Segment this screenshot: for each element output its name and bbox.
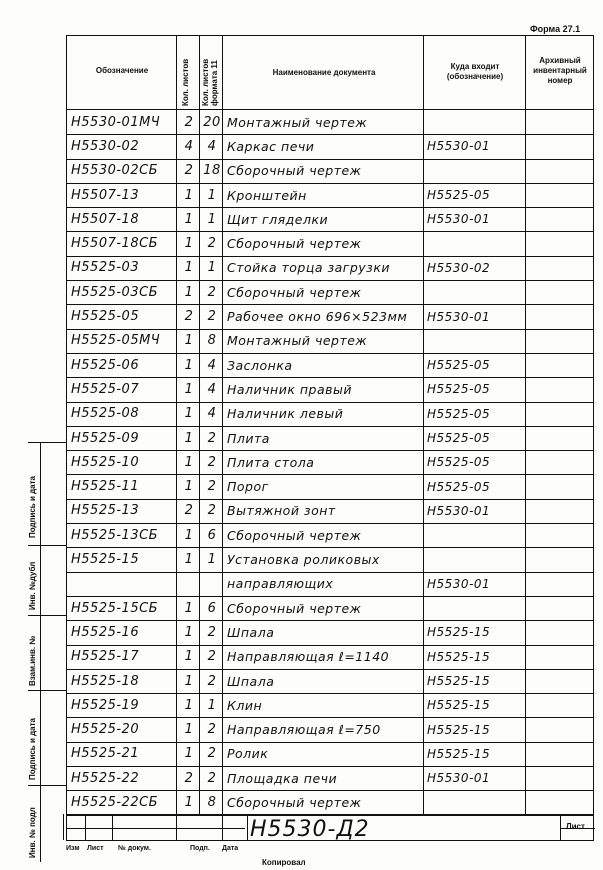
row-designation: Н5525-11 (71, 479, 140, 495)
row-doc-name: Наличник левый (227, 406, 344, 422)
row-designation: Н5525-22 (71, 770, 140, 786)
table-row (67, 110, 593, 134)
table-row (67, 572, 593, 596)
row-doc-name: Плита (227, 430, 270, 446)
row-sheets-a11: 2 (207, 430, 217, 446)
row-sheets-count: 1 (184, 624, 194, 640)
row-sheets-a11: 2 (207, 673, 217, 689)
row-designation: Н5525-09 (71, 430, 140, 446)
row-doc-name: Сборочный чертеж (227, 284, 362, 300)
row-designation: Н5525-16 (71, 624, 140, 640)
row-sheets-a11: 2 (207, 454, 217, 470)
row-doc-name: Сборочный чертеж (227, 600, 362, 616)
row-sheets-count: 1 (184, 746, 194, 762)
row-where-used (427, 790, 525, 814)
table-row (67, 790, 593, 814)
row-designation: Н5525-05 (71, 309, 140, 325)
row-sheets-a11: 2 (207, 309, 217, 325)
row-where-used: Н5525-15 (427, 649, 491, 664)
row-doc-name: Шпала (227, 624, 275, 640)
row-sheets-count: 2 (184, 770, 194, 786)
row-designation: Н5507-18СБ (71, 236, 159, 252)
table-row (67, 207, 593, 231)
row-where-used: Н5525-05 (427, 431, 491, 446)
table-row (67, 377, 593, 401)
row-where-used: Н5530-01 (427, 212, 491, 227)
stamp-divider (85, 814, 86, 840)
stamp-designation: Н5530-Д2 (250, 817, 370, 842)
row-doc-name: Порог (227, 479, 269, 495)
row-where-used (427, 232, 525, 256)
row-doc-name: Сборочный чертеж (227, 236, 362, 252)
form-label: Форма 27.1 (530, 24, 581, 34)
side-sign-date-2: Подпись и дата (28, 718, 37, 780)
row-designation: Н5525-13СБ (71, 527, 159, 543)
row-where-used: Н5530-01 (427, 139, 491, 154)
row-sheets-a11: 6 (207, 527, 217, 543)
row-where-used (427, 523, 525, 547)
row-where-used (427, 547, 525, 571)
row-doc-name: Каркас печи (227, 138, 315, 154)
row-designation (71, 572, 177, 596)
row-designation: Н5525-06 (71, 357, 140, 373)
row-sheets-a11: 6 (207, 600, 217, 616)
row-sheets-count: 1 (184, 527, 194, 543)
stamp-divider (63, 814, 64, 840)
row-sheets-a11: 4 (207, 381, 217, 397)
row-sheets-a11: 2 (207, 722, 217, 738)
row-sheets-a11: 1 (207, 552, 217, 568)
row-where-used: Н5525-05 (427, 479, 491, 494)
row-designation: Н5530-01МЧ (71, 114, 161, 130)
copied-label: Копировал (262, 858, 306, 867)
table-row (67, 669, 593, 693)
row-sheets-count: 1 (184, 236, 194, 252)
row-sheets-a11: 2 (207, 770, 217, 786)
row-sheets-a11: 2 (207, 479, 217, 495)
row-sheets-a11: 4 (207, 357, 217, 373)
table-row (67, 596, 593, 620)
row-designation: Н5525-08 (71, 406, 140, 422)
side-vzam-inv: Взам.инв. № (28, 635, 37, 686)
row-doc-name: Площадка печи (227, 770, 338, 786)
table-row (67, 256, 593, 280)
table-row (67, 159, 593, 183)
stamp-list-label: Лист (87, 845, 104, 852)
row-doc-name: Кронштейн (227, 187, 307, 203)
header-archive-number: Архивный инвентарный номер (533, 56, 587, 85)
side-divider (28, 690, 66, 691)
row-sheets-count: 1 (184, 430, 194, 446)
row-doc-name: Монтажный чертеж (227, 333, 368, 349)
row-sheets-a11: 2 (207, 236, 217, 252)
row-sheets-a11: 4 (207, 406, 217, 422)
row-where-used (427, 596, 525, 620)
table-row (67, 134, 593, 158)
table-row (67, 475, 593, 499)
row-sheets-count: 1 (184, 187, 194, 203)
row-designation: Н5525-20 (71, 722, 140, 738)
row-doc-name: Вытяжной зонт (227, 503, 336, 519)
row-sheets-count: 2 (184, 309, 194, 325)
side-sign-date-1: Подпись и дата (28, 476, 37, 538)
stamp-sign-label: Подп. (190, 845, 210, 852)
stamp-date-label: Дата (222, 845, 239, 852)
row-designation: Н5530-02СБ (71, 163, 159, 179)
stamp-divider (112, 814, 113, 840)
stamp-divider (247, 814, 248, 840)
header-doc-name: Наименование документа (272, 68, 376, 77)
row-where-used: Н5525-15 (427, 698, 491, 713)
row-sheets-count: 1 (184, 795, 194, 811)
stamp-top-line (67, 814, 593, 815)
row-sheets-count: 1 (184, 284, 194, 300)
row-doc-name: Сборочный чертеж (227, 163, 362, 179)
row-sheets-count: 1 (184, 333, 194, 349)
row-designation: Н5525-17 (71, 649, 140, 665)
row-where-used (427, 110, 525, 134)
row-where-used (427, 329, 525, 353)
side-inv-dubl: Инв. №дубл (28, 561, 37, 610)
row-where-used: Н5530-01 (427, 503, 491, 518)
row-sheets-a11: 2 (207, 649, 217, 665)
row-designation: Н5507-18 (71, 211, 140, 227)
row-designation: Н5507-13 (71, 187, 140, 203)
stamp-izm-label: Изм (66, 845, 80, 852)
row-sheets-count: 1 (184, 552, 194, 568)
row-where-used: Н5525-15 (427, 722, 491, 737)
document-register-table (66, 35, 594, 841)
row-doc-name: Направляющая ℓ=1140 (227, 649, 390, 665)
row-where-used: Н5525-05 (427, 455, 491, 470)
table-row (67, 450, 593, 474)
table-row (67, 499, 593, 523)
row-where-used: Н5525-05 (427, 382, 491, 397)
row-designation: Н5525-21 (71, 746, 140, 762)
table-row (67, 304, 593, 328)
stamp-divider (222, 814, 223, 840)
row-designation: Н5525-03 (71, 260, 140, 276)
header-where-used: Куда входит (обозначение) (446, 62, 504, 81)
table-row (67, 353, 593, 377)
row-doc-name: Стойка торца загрузки (227, 260, 390, 276)
row-where-used: Н5530-02 (427, 260, 491, 275)
row-sheets-a11: 1 (207, 697, 217, 713)
table-row (67, 766, 593, 790)
table-row (67, 426, 593, 450)
row-sheets-count: 4 (184, 138, 194, 154)
row-sheets-count: 1 (184, 649, 194, 665)
row-where-used: Н5525-15 (427, 746, 491, 761)
row-sheets-count: 1 (184, 381, 194, 397)
row-where-used: Н5530-01 (427, 309, 491, 324)
table-row (67, 718, 593, 742)
row-sheets-a11: 18 (203, 163, 221, 179)
row-sheets-a11: 2 (207, 746, 217, 762)
table-row (67, 645, 593, 669)
side-divider (28, 615, 66, 616)
row-sheets-count: 2 (184, 163, 194, 179)
row-sheets-count: 2 (184, 114, 194, 130)
row-designation: Н5525-22СБ (71, 795, 159, 811)
row-doc-name: Рабочее окно 696×523мм (227, 309, 408, 325)
row-sheets-count: 1 (184, 479, 194, 495)
table-row (67, 280, 593, 304)
row-doc-name: Клин (227, 697, 263, 713)
table-row (67, 329, 593, 353)
row-doc-name: Ролик (227, 746, 269, 762)
row-sheets-a11: 2 (207, 284, 217, 300)
row-designation: Н5525-03СБ (71, 284, 159, 300)
row-where-used: Н5525-05 (427, 188, 491, 203)
side-divider (28, 785, 66, 786)
row-designation: Н5525-07 (71, 381, 140, 397)
header-sheets-a11: Кол. листов формата 11 (201, 58, 219, 106)
row-sheets-a11: 2 (207, 503, 217, 519)
row-sheets-count: 1 (184, 722, 194, 738)
row-sheets-a11: 4 (207, 138, 217, 154)
row-doc-name: Заслонка (227, 357, 293, 373)
row-doc-name: Сборочный чертеж (227, 795, 362, 811)
row-designation: Н5525-15СБ (71, 600, 159, 616)
table-row (67, 232, 593, 256)
table-row (67, 402, 593, 426)
row-sheets-a11: 1 (207, 211, 217, 227)
row-sheets-a11: 20 (203, 114, 221, 130)
row-where-used (427, 159, 525, 183)
side-inv-podl: Инв. № подл (28, 807, 37, 858)
row-designation: Н5525-18 (71, 673, 140, 689)
side-divider (28, 442, 66, 443)
row-sheets-a11: 8 (207, 795, 217, 811)
stamp-mid-line (67, 828, 245, 829)
row-sheets-count: 1 (184, 600, 194, 616)
row-where-used: Н5525-15 (427, 625, 491, 640)
row-sheets-count: 1 (184, 697, 194, 713)
header-designation: Обозначение (95, 66, 149, 75)
stamp-divider (176, 814, 177, 840)
row-sheets-count: 1 (184, 357, 194, 373)
row-sheets-count: 1 (184, 211, 194, 227)
table-row (67, 183, 593, 207)
row-sheets-count: 1 (184, 406, 194, 422)
row-sheets-a11: 1 (207, 187, 217, 203)
row-sheets-a11: 1 (207, 260, 217, 276)
row-designation: Н5525-10 (71, 454, 140, 470)
row-doc-name: Шпала (227, 673, 275, 689)
row-doc-name: направляющих (227, 576, 334, 592)
row-designation: Н5525-19 (71, 697, 140, 713)
table-row (67, 620, 593, 644)
table-row (67, 547, 593, 571)
row-where-used: Н5525-05 (427, 358, 491, 373)
row-doc-name: Сборочный чертеж (227, 527, 362, 543)
col-divider (560, 814, 561, 840)
table-row (67, 523, 593, 547)
row-sheets-count: 1 (184, 673, 194, 689)
row-doc-name: Щит гляделки (227, 211, 329, 227)
row-sheets-a11: 8 (207, 333, 217, 349)
table-row (67, 742, 593, 766)
row-designation: Н5530-02 (71, 138, 140, 154)
row-where-used (427, 280, 525, 304)
row-where-used: Н5525-05 (427, 406, 491, 421)
stamp-docno-label: № докум. (118, 845, 151, 852)
row-doc-name: Направляющая ℓ=750 (227, 722, 381, 738)
row-doc-name: Наличник правый (227, 381, 353, 397)
row-designation: Н5525-05МЧ (71, 333, 161, 349)
table-row (67, 693, 593, 717)
row-sheets-count (179, 572, 199, 596)
row-doc-name: Установка роликовых (227, 552, 380, 568)
row-designation: Н5525-13 (71, 503, 140, 519)
row-where-used: Н5530-01 (427, 576, 491, 591)
row-doc-name: Монтажный чертеж (227, 114, 368, 130)
row-sheets-count: 2 (184, 503, 194, 519)
row-sheets-a11: 2 (207, 624, 217, 640)
row-sheets-count: 1 (184, 260, 194, 276)
row-sheets-count: 1 (184, 454, 194, 470)
row-doc-name: Плита стола (227, 454, 315, 470)
row-designation: Н5525-15 (71, 552, 140, 568)
stamp-sheet-label: Лист (566, 822, 585, 831)
row-sheets-a11 (201, 572, 223, 596)
row-where-used: Н5525-15 (427, 674, 491, 689)
row-where-used: Н5530-01 (427, 771, 491, 786)
header-sheets-count: Кол. листов (181, 58, 190, 106)
side-divider (28, 545, 66, 546)
